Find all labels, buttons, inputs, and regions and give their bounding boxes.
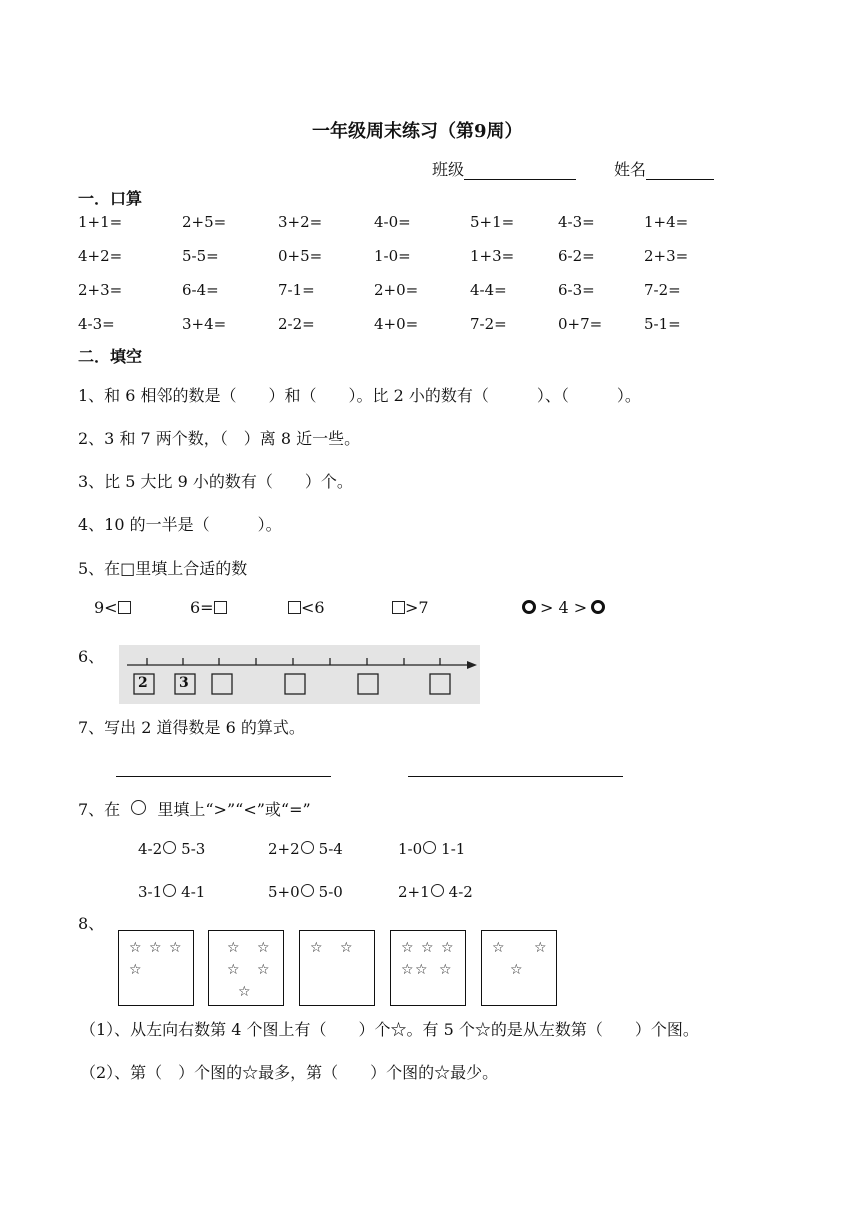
oral-problem: 1+3= [470,247,515,265]
oral-problem: 1+4= [644,213,689,231]
star-icon: ☆ [401,940,414,956]
oral-problem: 7-2= [644,281,681,299]
compare-circle[interactable] [423,841,436,854]
question-7a: 7、写出 2 道得数是 6 的算式。 [78,718,305,737]
compare-circle[interactable] [163,884,176,897]
question-8-sub1: （1）、从左向右数第 4 个图上有（ ）个☆。有 5 个☆的是从左数第（ ）个图。 [80,1020,699,1039]
oral-problem: 2+0= [374,281,419,299]
oral-problem: 0+5= [278,247,323,265]
oral-problem: 1-0= [374,247,411,265]
target-circle-icon[interactable] [522,600,536,614]
star-box [481,930,557,1006]
section-fill-heading: 二．填空 [78,347,143,366]
compare-item: 4-2 5-3 [138,840,206,858]
oral-problem: 7-1= [278,281,315,299]
answer-line[interactable] [408,776,623,777]
q5-item-e: > 4 > [522,598,605,617]
star-icon: ☆ [401,962,414,978]
question-8-sub2: （2）、第（ ）个图的☆最多，第（ ）个图的☆最少。 [80,1063,499,1082]
star-box [390,930,466,1006]
star-icon: ☆ [257,962,270,978]
oral-problem: 6-2= [558,247,595,265]
oral-problem: 3+2= [278,213,323,231]
oral-problem: 4-3= [558,213,595,231]
star-icon: ☆ [492,940,505,956]
oral-problem: 7-2= [470,315,507,333]
star-icon: ☆ [441,940,454,956]
answer-box[interactable] [118,601,131,614]
compare-circle[interactable] [301,884,314,897]
q5-item-b: 6= [190,598,227,617]
star-box [208,930,284,1006]
circle-icon [131,800,146,815]
page-title: 一年级周末练习（第9周） [312,121,523,142]
number-line-svg [119,645,480,704]
star-icon: ☆ [257,940,270,956]
name-label: 姓名 [614,160,647,179]
star-icon: ☆ [439,962,452,978]
oral-problem: 5-5= [182,247,219,265]
question-6-label: 6、 [78,647,105,666]
star-icon: ☆ [534,940,547,956]
compare-item: 5+0 5-0 [268,883,343,901]
oral-problem: 0+7= [558,315,603,333]
oral-problem: 4-0= [374,213,411,231]
compare-item: 2+1 4-2 [398,883,473,901]
answer-line[interactable] [116,776,331,777]
class-blank[interactable] [464,163,576,180]
star-icon: ☆ [340,940,353,956]
star-icon: ☆ [129,940,142,956]
number-line-value: 3 [179,675,189,691]
oral-problem: 4-4= [470,281,507,299]
q5-item-d: >7 [392,598,429,617]
oral-problem: 4-3= [78,315,115,333]
star-icon: ☆ [129,962,142,978]
oral-problem: 4+2= [78,247,123,265]
question-7b-label: 7、在 里填上“>”“<”或“=” [78,800,311,819]
star-icon: ☆ [238,984,251,1000]
target-circle-icon[interactable] [591,600,605,614]
oral-problem: 5+1= [470,213,515,231]
question-4: 4、10 的一半是（ ）。 [78,515,282,534]
compare-item: 3-1 4-1 [138,883,206,901]
q5-item-c: <6 [288,598,325,617]
section-oral-heading: 一．口算 [78,189,143,208]
number-line-value: 2 [138,675,148,691]
oral-problem: 6-4= [182,281,219,299]
question-1: 1、和 6 相邻的数是（ ）和（ ）。比 2 小的数有（ ）、（ ）。 [78,386,641,405]
name-field [614,157,714,180]
star-box [299,930,375,1006]
oral-problem: 5-1= [644,315,681,333]
star-icon: ☆ [149,940,162,956]
question-3: 3、比 5 大比 9 小的数有（ ）个。 [78,472,353,491]
compare-circle[interactable] [431,884,444,897]
compare-item: 1-0 1-1 [398,840,466,858]
compare-circle[interactable] [301,841,314,854]
question-2: 2、3 和 7 两个数，（ ）离 8 近一些。 [78,429,361,448]
oral-problem: 2+3= [78,281,123,299]
name-blank[interactable] [646,163,714,180]
question-8-label: 8、 [78,914,105,933]
class-field [432,157,576,180]
number-line-figure [119,645,480,704]
oral-problem: 6-3= [558,281,595,299]
oral-problem: 2-2= [278,315,315,333]
class-label: 班级 [432,160,465,179]
compare-circle[interactable] [163,841,176,854]
star-icon: ☆ [421,940,434,956]
answer-box[interactable] [214,601,227,614]
star-icon: ☆ [510,962,523,978]
answer-box[interactable] [392,601,405,614]
question-5-label: 5、在□里填上合适的数 [78,559,248,578]
oral-problem: 1+1= [78,213,123,231]
star-icon: ☆ [169,940,182,956]
oral-problem: 4+0= [374,315,419,333]
answer-box[interactable] [288,601,301,614]
oral-problem: 2+5= [182,213,227,231]
star-icon: ☆ [310,940,323,956]
oral-problem: 3+4= [182,315,227,333]
star-box [118,930,194,1006]
star-icon: ☆ [415,962,428,978]
q5-item-a: 9< [94,598,131,617]
star-icon: ☆ [227,940,240,956]
oral-problem: 2+3= [644,247,689,265]
compare-item: 2+2 5-4 [268,840,343,858]
star-icon: ☆ [227,962,240,978]
